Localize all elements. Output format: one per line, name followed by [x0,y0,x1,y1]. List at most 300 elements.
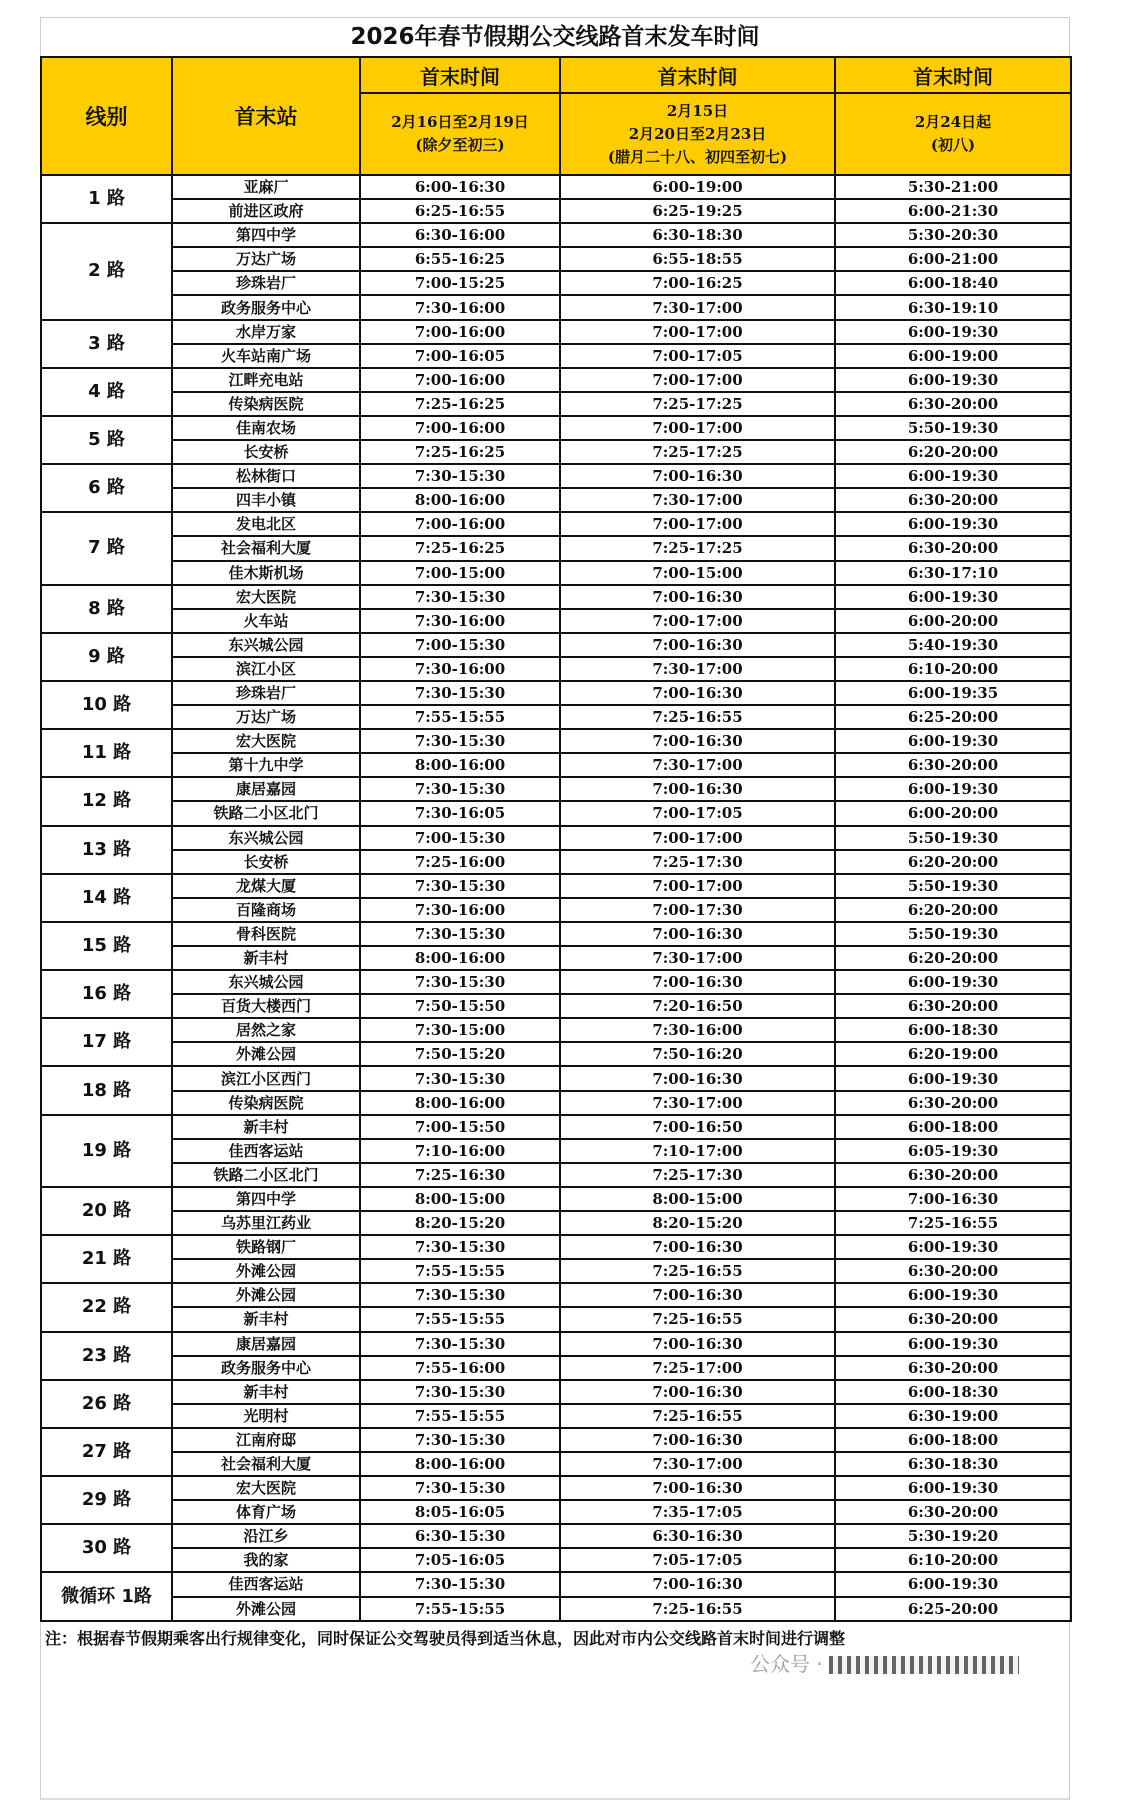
time-period-2: 7:00-16:30 [560,1380,835,1404]
route-name: 18 路 [41,1066,172,1114]
station-name: 东兴城公园 [172,970,360,994]
table-row [41,1524,1071,1548]
time-period-2: 7:30-16:00 [560,1018,835,1042]
time-period-1: 7:30-16:00 [360,609,560,633]
period-date-line: (初八) [930,136,976,154]
time-period-1: 7:30-15:30 [360,874,560,898]
time-period-1: 6:30-15:30 [360,1524,560,1548]
period-date-line: 2月15日 [666,101,729,120]
time-period-2: 7:00-16:30 [560,729,835,753]
time-period-2: 7:00-16:50 [560,1115,835,1139]
time-period-2: 7:05-17:05 [560,1548,835,1572]
station-name: 东兴城公园 [172,633,360,657]
station-name: 万达广场 [172,247,360,271]
time-period-2: 7:00-16:30 [560,633,835,657]
time-period-1: 8:00-15:00 [360,1187,560,1211]
time-period-3: 7:25-16:55 [835,1211,1071,1235]
table-row [41,1259,1071,1283]
station-name: 龙煤大厦 [172,874,360,898]
time-period-1: 8:00-16:00 [360,1452,560,1476]
time-period-1: 7:55-15:55 [360,1259,560,1283]
time-period-1: 6:00-16:30 [360,175,560,199]
route-name: 29 路 [41,1476,172,1524]
table-row [41,199,1071,223]
time-period-3: 6:00-19:30 [835,1235,1071,1259]
station-name: 外滩公园 [172,1597,360,1621]
table-row [41,1332,1071,1356]
time-period-1: 7:50-15:50 [360,994,560,1018]
time-period-3: 6:30-20:00 [835,536,1071,560]
time-period-2: 6:30-18:30 [560,223,835,247]
time-period-1: 7:00-15:00 [360,561,560,585]
period-date-line: 2月24日起 [914,113,992,131]
time-period-3: 6:30-20:00 [835,1307,1071,1331]
time-period-3: 6:10-20:00 [835,1548,1071,1572]
time-period-1: 7:30-15:30 [360,970,560,994]
station-name: 珍珠岩厂 [172,271,360,295]
route-name: 13 路 [41,826,172,874]
time-period-1: 7:30-15:30 [360,1572,560,1596]
station-name: 铁路二小区北门 [172,1163,360,1187]
time-period-1: 7:25-16:00 [360,850,560,874]
time-period-2: 7:25-17:30 [560,1163,835,1187]
time-period-2: 7:00-15:00 [560,561,835,585]
time-period-3: 6:30-20:00 [835,1259,1071,1283]
route-name: 17 路 [41,1018,172,1066]
station-name: 铁路二小区北门 [172,801,360,825]
time-period-1: 7:30-15:30 [360,464,560,488]
route-name: 19 路 [41,1115,172,1187]
route-name: 15 路 [41,922,172,970]
time-period-3: 5:50-19:30 [835,416,1071,440]
time-period-2: 7:25-17:30 [560,850,835,874]
table-row [41,633,1071,657]
station-name: 火车站 [172,609,360,633]
time-period-1: 7:30-15:30 [360,1476,560,1500]
station-name: 宏大医院 [172,1476,360,1500]
time-period-3: 6:25-20:00 [835,1597,1071,1621]
table-row [41,850,1071,874]
time-period-3: 6:30-19:00 [835,1404,1071,1428]
station-name: 新丰村 [172,946,360,970]
time-period-2: 7:00-17:00 [560,609,835,633]
time-period-3: 6:00-18:30 [835,1018,1071,1042]
time-period-2: 7:00-17:00 [560,826,835,850]
station-name: 宏大医院 [172,729,360,753]
time-period-1: 7:00-15:50 [360,1115,560,1139]
route-name: 14 路 [41,874,172,922]
time-period-2: 7:25-16:55 [560,1259,835,1283]
route-name: 21 路 [41,1235,172,1283]
table-row [41,175,1071,199]
table-row [41,1500,1071,1524]
time-period-1: 7:25-16:25 [360,440,560,464]
table-row [41,392,1071,416]
time-period-3: 5:30-19:20 [835,1524,1071,1548]
station-column-header: 首末站 [172,57,360,175]
station-name: 百隆商场 [172,898,360,922]
time-period-2: 7:25-17:25 [560,536,835,560]
time-period-2: 7:30-17:00 [560,1452,835,1476]
time-period-1: 7:30-15:30 [360,729,560,753]
time-period-2: 6:55-18:55 [560,247,835,271]
station-name: 居然之家 [172,1018,360,1042]
table-row [41,247,1071,271]
period-date-line: (腊月二十八、初四至初七) [607,147,788,166]
time-period-1: 7:30-15:30 [360,1380,560,1404]
time-period-3: 6:00-21:00 [835,247,1071,271]
period-date-line: 2月20日至2月23日 [628,124,767,143]
time-period-2: 7:00-16:30 [560,970,835,994]
time-period-2: 7:00-17:30 [560,898,835,922]
time-period-3: 6:00-19:30 [835,585,1071,609]
station-name: 新丰村 [172,1380,360,1404]
station-name: 第十九中学 [172,753,360,777]
route-name: 23 路 [41,1332,172,1380]
time-period-3: 5:40-19:30 [835,633,1071,657]
period-header: 首末时间 [835,57,1071,93]
table-row [41,416,1071,440]
time-period-3: 6:00-19:30 [835,1572,1071,1596]
route-name: 1 路 [41,175,172,223]
time-period-2: 7:25-16:55 [560,1404,835,1428]
route-name: 16 路 [41,970,172,1018]
time-period-2: 7:25-16:55 [560,1597,835,1621]
station-name: 我的家 [172,1548,360,1572]
route-name: 2 路 [41,223,172,319]
time-period-3: 6:00-18:30 [835,1380,1071,1404]
time-period-2: 6:00-19:00 [560,175,835,199]
time-period-1: 8:20-15:20 [360,1211,560,1235]
time-period-3: 5:50-19:30 [835,826,1071,850]
time-period-3: 6:00-19:00 [835,344,1071,368]
time-period-3: 6:00-19:30 [835,777,1071,801]
footnote-text: 注：根据春节假期乘客出行规律变化，同时保证公交驾驶员得到适当休息，因此对市内公交线路首末时间进行调整 [45,1628,846,1648]
time-period-2: 7:25-17:25 [560,440,835,464]
time-period-3: 6:30-20:00 [835,1356,1071,1380]
time-period-2: 7:00-16:30 [560,1066,835,1090]
table-row [41,609,1071,633]
time-period-1: 7:25-16:25 [360,392,560,416]
time-period-2: 7:00-17:00 [560,320,835,344]
table-row [41,1597,1071,1621]
time-period-2: 7:30-17:00 [560,657,835,681]
time-period-3: 6:00-18:00 [835,1115,1071,1139]
period-dates-2 [560,93,835,175]
time-period-1: 6:25-16:55 [360,199,560,223]
time-period-2: 7:00-16:30 [560,1428,835,1452]
station-name: 亚麻厂 [172,175,360,199]
time-period-2: 8:20-15:20 [560,1211,835,1235]
station-name: 滨江小区西门 [172,1066,360,1090]
time-period-3: 6:20-20:00 [835,946,1071,970]
time-period-1: 6:30-16:00 [360,223,560,247]
station-name: 沿江乡 [172,1524,360,1548]
time-period-1: 8:00-16:00 [360,946,560,970]
table-row [41,368,1071,392]
time-period-3: 6:30-20:00 [835,1091,1071,1115]
time-period-3: 6:00-19:30 [835,368,1071,392]
table-row [41,922,1071,946]
time-period-3: 6:30-20:00 [835,1163,1071,1187]
table-row [41,1452,1071,1476]
table-row [41,994,1071,1018]
time-period-2: 7:00-16:30 [560,464,835,488]
station-name: 江畔充电站 [172,368,360,392]
time-period-1: 7:30-16:05 [360,801,560,825]
station-name: 长安桥 [172,850,360,874]
time-period-1: 7:00-16:00 [360,512,560,536]
time-period-3: 6:00-19:30 [835,729,1071,753]
table-row [41,1428,1071,1452]
time-period-2: 7:00-16:30 [560,777,835,801]
time-period-3: 6:05-19:30 [835,1139,1071,1163]
route-name: 11 路 [41,729,172,777]
time-period-3: 6:25-20:00 [835,705,1071,729]
time-period-2: 7:20-16:50 [560,994,835,1018]
time-period-2: 7:25-17:25 [560,392,835,416]
time-period-3: 6:00-20:00 [835,801,1071,825]
time-period-3: 7:00-16:30 [835,1187,1071,1211]
time-period-2: 7:00-16:30 [560,681,835,705]
time-period-1: 7:00-16:00 [360,320,560,344]
station-name: 佳西客运站 [172,1572,360,1596]
time-period-3: 6:30-20:00 [835,488,1071,512]
time-period-2: 7:30-17:00 [560,753,835,777]
time-period-1: 7:55-15:55 [360,1597,560,1621]
station-name: 火车站南广场 [172,344,360,368]
table-row [41,1307,1071,1331]
time-period-2: 8:00-15:00 [560,1187,835,1211]
period-date-line: 2月16日至2月19日 [391,113,529,131]
table-row [41,1380,1071,1404]
station-name: 外滩公园 [172,1042,360,1066]
table-row [41,729,1071,753]
station-name: 传染病医院 [172,392,360,416]
time-period-2: 7:00-16:25 [560,271,835,295]
time-period-1: 7:30-15:30 [360,681,560,705]
table-row [41,874,1071,898]
station-name: 社会福利大厦 [172,536,360,560]
station-name: 传染病医院 [172,1091,360,1115]
period-dates-1 [360,93,560,175]
table-row [41,753,1071,777]
table-row [41,705,1071,729]
time-period-1: 7:30-15:00 [360,1018,560,1042]
time-period-1: 6:55-16:25 [360,247,560,271]
time-period-1: 7:30-15:30 [360,777,560,801]
time-period-3: 6:30-17:10 [835,561,1071,585]
time-period-1: 7:30-15:30 [360,1332,560,1356]
time-period-1: 7:55-15:55 [360,705,560,729]
route-name: 微循环 1路 [41,1572,172,1620]
time-period-3: 6:20-20:00 [835,898,1071,922]
station-name: 佳西客运站 [172,1139,360,1163]
station-name: 光明村 [172,1404,360,1428]
route-name: 27 路 [41,1428,172,1476]
time-period-2: 7:10-17:00 [560,1139,835,1163]
schedule-table [40,56,1072,1622]
station-name: 发电北区 [172,512,360,536]
station-name: 松林街口 [172,464,360,488]
period-dates-3 [835,93,1071,175]
table-row [41,295,1071,319]
station-name: 珍珠岩厂 [172,681,360,705]
table-row [41,1115,1071,1139]
time-period-2: 7:30-17:00 [560,946,835,970]
time-period-2: 7:35-17:05 [560,1500,835,1524]
time-period-2: 7:25-16:55 [560,1307,835,1331]
time-period-3: 6:30-20:00 [835,753,1071,777]
table-row [41,512,1071,536]
route-name: 3 路 [41,320,172,368]
time-period-1: 7:10-16:00 [360,1139,560,1163]
time-period-1: 7:00-16:00 [360,368,560,392]
table-row [41,1211,1071,1235]
route-name: 5 路 [41,416,172,464]
schedule-sheet [40,17,1070,1800]
period-date-line: (除夕至初三) [415,136,505,154]
route-name: 26 路 [41,1380,172,1428]
route-name: 22 路 [41,1283,172,1331]
route-name: 10 路 [41,681,172,729]
time-period-1: 7:05-16:05 [360,1548,560,1572]
station-name: 百货大楼西门 [172,994,360,1018]
table-row [41,320,1071,344]
table-row [41,1283,1071,1307]
time-period-2: 7:00-16:30 [560,585,835,609]
table-row [41,1548,1071,1572]
table-row [41,946,1071,970]
route-name: 6 路 [41,464,172,512]
time-period-1: 7:30-16:00 [360,898,560,922]
time-period-2: 7:00-16:30 [560,922,835,946]
station-name: 四丰小镇 [172,488,360,512]
time-period-2: 6:25-19:25 [560,199,835,223]
time-period-3: 6:00-19:30 [835,970,1071,994]
station-name: 新丰村 [172,1115,360,1139]
time-period-2: 7:00-17:00 [560,512,835,536]
time-period-3: 6:30-20:00 [835,1500,1071,1524]
station-name: 江南府邸 [172,1428,360,1452]
station-name: 佳南农场 [172,416,360,440]
station-name: 社会福利大厦 [172,1452,360,1476]
time-period-3: 6:00-19:30 [835,320,1071,344]
time-period-1: 8:00-16:00 [360,488,560,512]
table-row [41,1404,1071,1428]
time-period-1: 7:30-15:30 [360,1066,560,1090]
time-period-1: 7:00-16:05 [360,344,560,368]
time-period-3: 5:50-19:30 [835,922,1071,946]
time-period-2: 7:30-17:00 [560,1091,835,1115]
station-name: 东兴城公园 [172,826,360,850]
time-period-3: 6:30-20:00 [835,392,1071,416]
table-row [41,970,1071,994]
station-name: 滨江小区 [172,657,360,681]
time-period-2: 7:00-16:30 [560,1476,835,1500]
time-period-1: 7:00-15:25 [360,271,560,295]
time-period-2: 7:00-16:30 [560,1332,835,1356]
route-name: 9 路 [41,633,172,681]
time-period-1: 7:25-16:25 [360,536,560,560]
time-period-1: 7:55-15:55 [360,1307,560,1331]
station-name: 第四中学 [172,223,360,247]
time-period-2: 7:25-17:00 [560,1356,835,1380]
time-period-3: 6:00-19:30 [835,512,1071,536]
time-period-1: 7:55-15:55 [360,1404,560,1428]
table-row [41,1235,1071,1259]
table-row [41,898,1071,922]
station-name: 新丰村 [172,1307,360,1331]
route-name: 7 路 [41,512,172,584]
period-header: 首末时间 [560,57,835,93]
station-name: 骨科医院 [172,922,360,946]
table-row [41,1091,1071,1115]
station-name: 长安桥 [172,440,360,464]
time-period-2: 7:00-17:05 [560,801,835,825]
time-period-3: 6:00-18:00 [835,1428,1071,1452]
route-name: 4 路 [41,368,172,416]
time-period-3: 5:30-21:00 [835,175,1071,199]
station-name: 第四中学 [172,1187,360,1211]
station-name: 水岸万家 [172,320,360,344]
time-period-2: 6:30-16:30 [560,1524,835,1548]
station-name: 乌苏里江药业 [172,1211,360,1235]
time-period-2: 7:00-17:05 [560,344,835,368]
time-period-3: 6:00-19:30 [835,464,1071,488]
station-name: 外滩公园 [172,1283,360,1307]
time-period-2: 7:00-16:30 [560,1572,835,1596]
period-header: 首末时间 [360,57,560,93]
route-name: 20 路 [41,1187,172,1235]
time-period-3: 6:20-20:00 [835,440,1071,464]
time-period-1: 7:00-15:30 [360,633,560,657]
time-period-3: 6:00-19:30 [835,1283,1071,1307]
watermark [750,1652,1065,1676]
table-row [41,657,1071,681]
time-period-3: 6:00-18:40 [835,271,1071,295]
time-period-2: 7:30-17:00 [560,488,835,512]
time-period-1: 7:30-15:30 [360,1428,560,1452]
time-period-1: 7:30-15:30 [360,1283,560,1307]
time-period-1: 7:50-15:20 [360,1042,560,1066]
station-name: 康居嘉园 [172,777,360,801]
watermark-text: 公众号 · [750,1651,823,1676]
time-period-3: 6:00-20:00 [835,609,1071,633]
time-period-1: 7:00-15:30 [360,826,560,850]
time-period-1: 7:30-15:30 [360,1235,560,1259]
time-period-2: 7:00-17:00 [560,368,835,392]
station-name: 政务服务中心 [172,1356,360,1380]
table-row [41,801,1071,825]
time-period-3: 5:30-20:30 [835,223,1071,247]
watermark-obscured-name [829,1656,1019,1674]
route-name: 30 路 [41,1524,172,1572]
time-period-1: 7:30-15:30 [360,585,560,609]
table-row [41,826,1071,850]
station-name: 前进区政府 [172,199,360,223]
table-row [41,585,1071,609]
time-period-3: 6:30-20:00 [835,994,1071,1018]
table-row [41,1356,1071,1380]
table-row [41,1187,1071,1211]
table-row [41,344,1071,368]
table-row [41,1476,1071,1500]
station-name: 外滩公园 [172,1259,360,1283]
table-row [41,536,1071,560]
table-row [41,1139,1071,1163]
station-name: 万达广场 [172,705,360,729]
